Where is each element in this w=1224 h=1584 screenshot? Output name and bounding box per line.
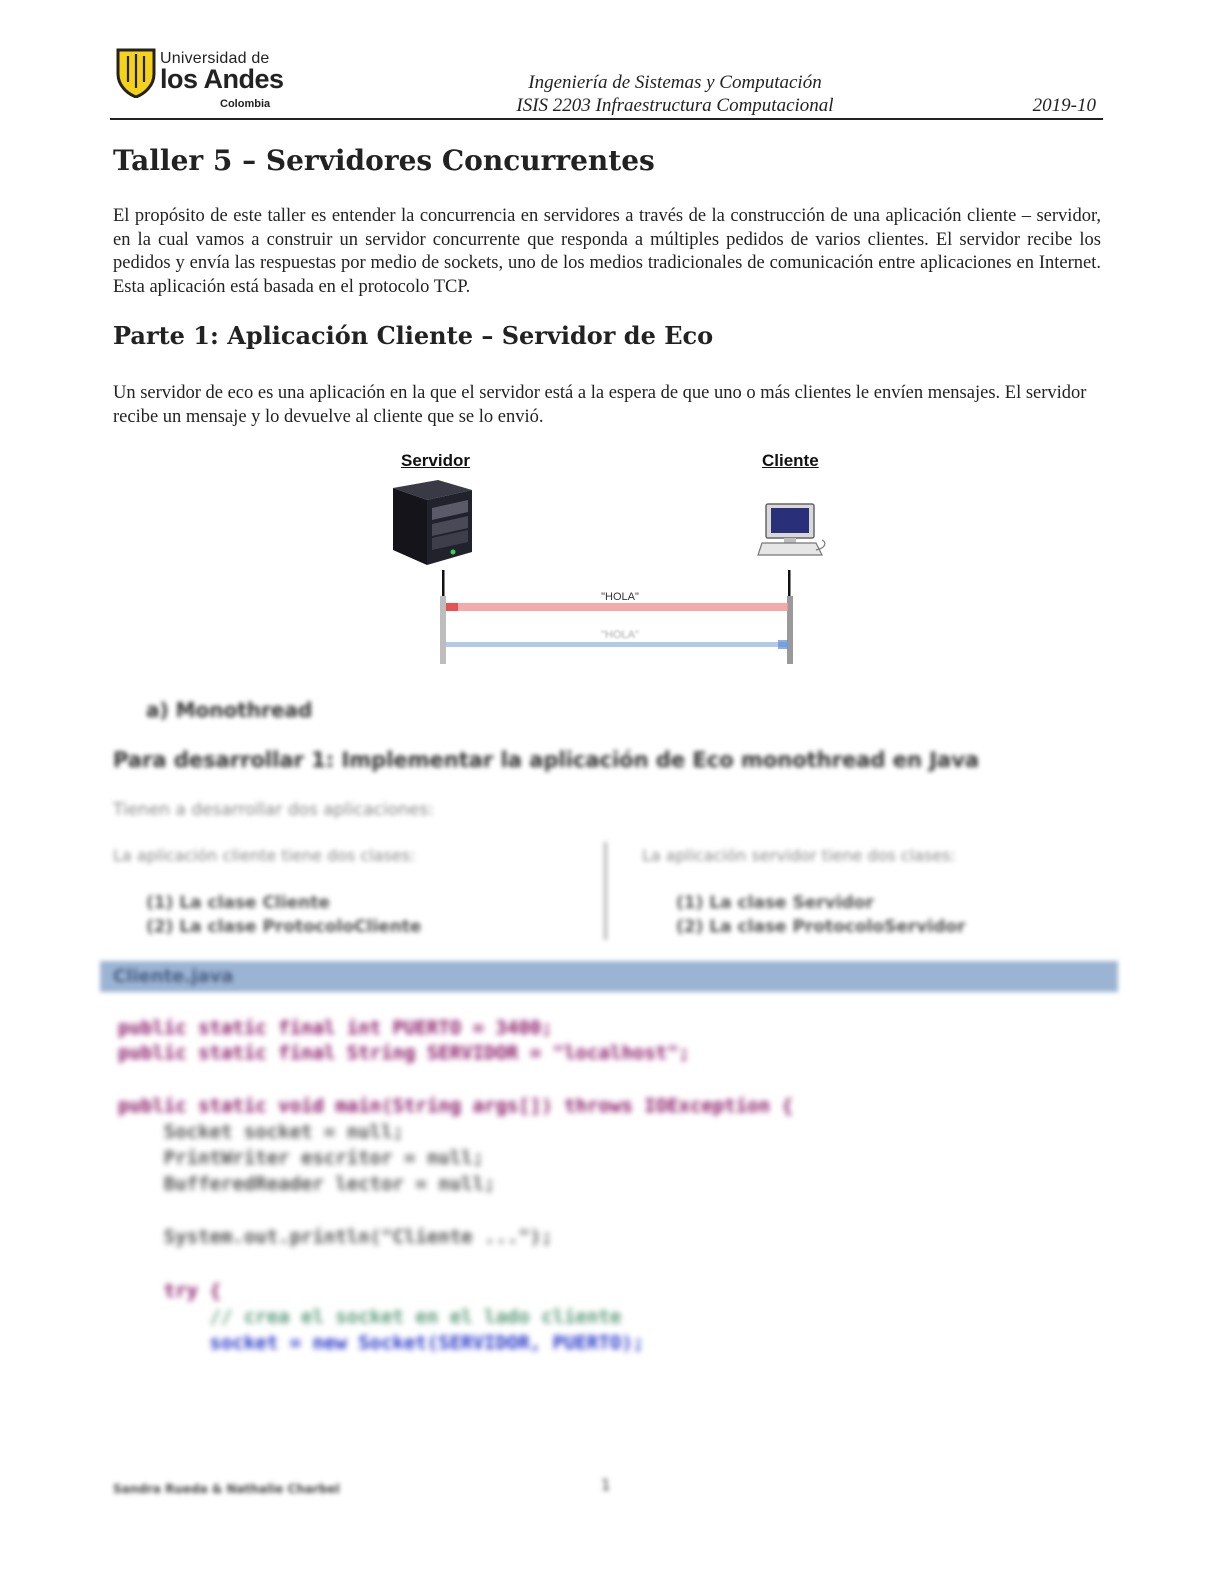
client-label: Cliente bbox=[762, 451, 819, 470]
part1-heading: Parte 1: Aplicación Cliente – Servidor de Eco bbox=[113, 321, 714, 350]
code-line: public static void main(String args[]) throws IOException { bbox=[118, 1095, 793, 1117]
server-label: Servidor bbox=[401, 451, 470, 470]
header-term: 2019-10 bbox=[1032, 95, 1096, 116]
server-app-item: (1) La clase Servidor bbox=[676, 893, 874, 913]
code-file-name: Cliente.java bbox=[113, 966, 234, 987]
server-app-item: (2) La clase ProtocoloServidor bbox=[676, 917, 966, 937]
logo-line2: los Andes bbox=[160, 64, 284, 94]
logo-line1: Universidad de bbox=[160, 50, 270, 67]
echo-diagram bbox=[380, 470, 850, 680]
code-line: PrintWriter escritor = null; bbox=[118, 1147, 485, 1169]
server-icon bbox=[393, 480, 472, 565]
footer-author: Sandra Rueda & Nathalie Charbel bbox=[113, 1482, 340, 1496]
server-app-intro: La aplicación servidor tiene dos clases: bbox=[642, 846, 956, 865]
header-department: Ingeniería de Sistemas y Computación bbox=[528, 72, 822, 93]
request-message: "HOLA" bbox=[601, 591, 639, 603]
subsection-heading: a) Monothread bbox=[146, 698, 313, 722]
code-line: public static final int PUERTO = 3400; bbox=[118, 1017, 553, 1039]
client-app-item: (2) La clase ProtocoloCliente bbox=[146, 917, 422, 937]
header-rule bbox=[110, 118, 1103, 120]
request-arrow bbox=[446, 603, 788, 611]
shield-icon bbox=[114, 48, 158, 98]
code-line: // crea el socket en el lado cliente bbox=[118, 1306, 622, 1328]
client-app-intro: La aplicación cliente tiene dos clases: bbox=[113, 846, 416, 865]
code-line: Socket socket = null; bbox=[118, 1121, 404, 1143]
response-message: "HOLA" bbox=[601, 629, 639, 641]
server-lifeline bbox=[440, 596, 446, 664]
response-arrow bbox=[446, 642, 788, 647]
task-heading: Para desarrollar 1: Implementar la aplicación de Eco monothread en Java bbox=[113, 748, 980, 772]
requirement-text: Tienen a desarrollar dos aplicaciones: bbox=[113, 800, 434, 820]
code-line: BufferedReader lector = null; bbox=[118, 1173, 496, 1195]
code-line: System.out.println("Cliente ..."); bbox=[118, 1226, 553, 1248]
intro-paragraph: El propósito de este taller es entender la concurrencia en servidores a través de la construcción de una aplicación cliente – servidor, en la cual vamos a construir un servidor concurrente que responda a múltiples pedidos de varios clientes. El servidor recibe los pedidos y envía las respuestas por medio de sockets, uno de los medios tradicionales de comunicación entre aplicaciones en Internet. Esta aplicación está basada en el protocolo TCP. bbox=[113, 206, 1101, 297]
document-title: Taller 5 – Servidores Concurrentes bbox=[113, 144, 655, 177]
code-file-bar bbox=[100, 961, 1118, 992]
logo-line3: Colombia bbox=[220, 98, 271, 110]
column-divider bbox=[604, 842, 607, 940]
part1-paragraph: Un servidor de eco es una aplicación en la que el servidor está a la espera de que uno o más clientes le envíen mensajes. El servidor recibe un mensaje y lo devuelve al cliente que se lo envió. bbox=[113, 383, 1087, 427]
page-number: 1 bbox=[601, 1476, 611, 1494]
header-course: ISIS 2203 Infraestructura Computacional bbox=[516, 95, 834, 116]
code-line: try { bbox=[118, 1280, 221, 1302]
computer-icon bbox=[758, 504, 825, 555]
code-line: public static final String SERVIDOR = "localhost"; bbox=[118, 1042, 690, 1064]
server-lifeline-top bbox=[442, 570, 445, 598]
code-line: socket = new Socket(SERVIDOR, PUERTO); bbox=[118, 1332, 645, 1354]
client-app-item: (1) La clase Cliente bbox=[146, 893, 330, 913]
client-lifeline-top bbox=[788, 570, 791, 598]
